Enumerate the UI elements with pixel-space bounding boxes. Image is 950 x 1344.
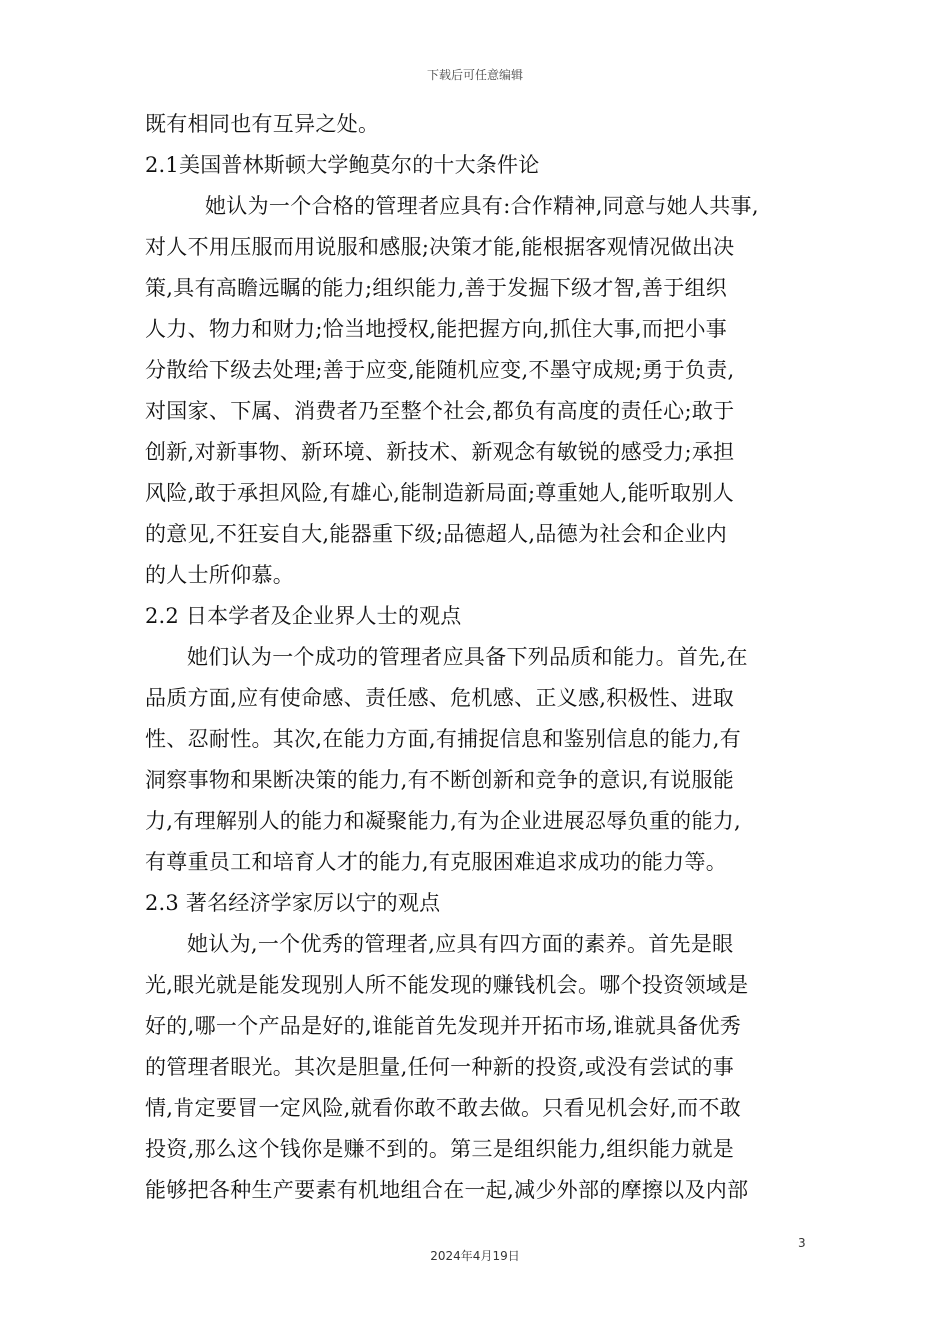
paragraph-line: 的意见,不狂妄自大,能器重下级;品德超人,品德为社会和企业内 <box>145 522 728 546</box>
paragraph-line: 的人士所仰慕。 <box>145 563 295 587</box>
section-heading-2-1: 2.1美国普林斯顿大学鲍莫尔的十大条件论 <box>145 153 540 177</box>
paragraph-line: 她认为,一个优秀的管理者,应具有四方面的素养。首先是眼 <box>187 932 734 956</box>
section-heading-2-3: 2.3 著名经济学家厉以宁的观点 <box>145 891 441 915</box>
paragraph-line: 好的,哪一个产品是好的,谁能首先发现并开拓市场,谁就具备优秀 <box>145 1014 742 1038</box>
paragraph-line: 性、忍耐性。其次,在能力方面,有捕捉信息和鉴别信息的能力,有 <box>145 727 742 751</box>
paragraph-line: 情,肯定要冒一定风险,就看你敢不敢去做。只看见机会好,而不敢 <box>145 1096 742 1120</box>
section-heading-2-2: 2.2 日本学者及企业界人士的观点 <box>145 604 462 628</box>
paragraph-line: 人力、物力和财力;恰当地授权,能把握方向,抓住大事,而把小事 <box>145 317 728 341</box>
page-number: 3 <box>798 1236 806 1250</box>
paragraph-line: 洞察事物和果断决策的能力,有不断创新和竞争的意识,有说服能 <box>145 768 735 792</box>
paragraph-line: 创新,对新事物、新环境、新技术、新观念有敏锐的感受力;承担 <box>145 440 735 464</box>
paragraph-line: 对国家、下属、消费者乃至整个社会,都负有高度的责任心;敢于 <box>145 399 735 423</box>
paragraph-line: 策,具有高瞻远瞩的能力;组织能力,善于发掘下级才智,善于组织 <box>145 276 728 300</box>
paragraph-line: 能够把各种生产要素有机地组合在一起,减少外部的摩擦以及内部 <box>145 1178 749 1202</box>
page-header: 下载后可任意编辑 <box>426 68 523 82</box>
paragraph-line: 品质方面,应有使命感、责任感、危机感、正义感,积极性、进取 <box>145 686 735 710</box>
paragraph-line: 风险,敢于承担风险,有雄心,能制造新局面;尊重她人,能听取别人 <box>145 481 735 505</box>
paragraph-line: 光,眼光就是能发现别人所不能发现的赚钱机会。哪个投资领域是 <box>145 973 749 997</box>
paragraph-line: 力,有理解别人的能力和凝聚能力,有为企业进展忍辱负重的能力, <box>145 809 742 833</box>
paragraph-line: 她认为一个合格的管理者应具有:合作精神,同意与她人共事, <box>205 194 759 218</box>
paragraph-line: 她们认为一个成功的管理者应具备下列品质和能力。首先,在 <box>187 645 748 669</box>
paragraph-line: 的管理者眼光。其次是胆量,任何一种新的投资,或没有尝试的事 <box>145 1055 735 1079</box>
paragraph-line: 既有相同也有互异之处。 <box>145 112 380 136</box>
paragraph-line: 分散给下级去处理;善于应变,能随机应变,不墨守成规;勇于负责, <box>145 358 735 382</box>
paragraph-line: 对人不用压服而用说服和感服;决策才能,能根据客观情况做出决 <box>145 235 735 259</box>
document-body <box>145 104 815 1211</box>
page-footer-date: 2024年4月19日 <box>430 1249 520 1263</box>
paragraph-line: 有尊重员工和培育人才的能力,有克服困难追求成功的能力等。 <box>145 850 728 874</box>
paragraph-line: 投资,那么这个钱你是赚不到的。第三是组织能力,组织能力就是 <box>145 1137 735 1161</box>
